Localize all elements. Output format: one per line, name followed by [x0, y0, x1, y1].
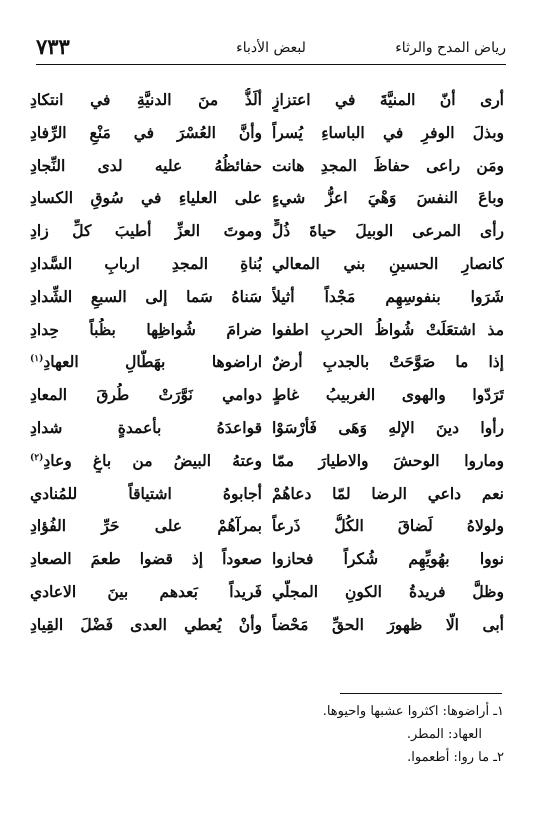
- verse-second-hemistich: [30, 449, 262, 473]
- verse-first-hemistich: نعم داعي الرضا لمّا دعاهُمْ: [272, 483, 504, 503]
- verse-second-hemistich: [30, 121, 262, 145]
- verse-line: [30, 576, 504, 609]
- verse-second-hemistich: [30, 285, 262, 309]
- verse-line: [30, 543, 504, 576]
- verse-second-hemistich-text: بمرآهُمْ على حَرِّ الفُؤادِ: [30, 516, 262, 536]
- verse-second-hemistich: [30, 219, 262, 243]
- poem: [30, 84, 504, 642]
- verse-line: [30, 248, 504, 281]
- verse-line: [30, 281, 504, 314]
- page-number: ٧٣٣: [36, 34, 70, 59]
- verse-second-hemistich-text: اراضوها بهَطّالِ العهادِ: [43, 352, 262, 372]
- verse-line: [30, 117, 504, 150]
- verse-second-hemistich-text: حفائظُهُ عليه لدى النِّجادِ: [30, 155, 262, 175]
- verse-line: [30, 445, 504, 478]
- verse-first-hemistich: ولولاهُ لَضاقَ الكُلُّ ذَرعاً: [272, 516, 504, 536]
- verse-line: [30, 478, 504, 511]
- verse-second-hemistich: [30, 514, 262, 538]
- verse-second-hemistich: [30, 154, 262, 178]
- verse-line: [30, 84, 504, 117]
- verse-second-hemistich: [30, 186, 262, 210]
- verse-second-hemistich-text: صعوداً إذ قضوا طعمَ الصعادِ: [30, 549, 262, 569]
- running-title: رياض المدح والرثاء: [395, 40, 506, 56]
- verse-first-hemistich: وماروا الوحشَ والاطيارَ ممّا: [272, 450, 504, 470]
- verse-line: [30, 346, 504, 379]
- verse-second-hemistich-text: وأنْ يُعطي العدى فَضْلَ القِيادِ: [30, 614, 262, 634]
- verse-first-hemistich: تَرَدّوا والهوى الغربيبُ غاطٍ: [272, 385, 504, 405]
- verse-second-hemistich-text: سَناهُ سَما إلى السبعِ الشِّدادِ: [30, 286, 262, 306]
- verse-first-hemistich: شَرَوا بنفوسِهِم مَجْداً أثيلاً: [272, 286, 504, 306]
- verse-first-hemistich: نووا بهُويِّهِم شُكراً فحازوا: [272, 549, 504, 569]
- verse-second-hemistich-text: وأنَّ العُسْرَ في مَنْعِ الرِّفادِ: [30, 122, 262, 142]
- verse-first-hemistich: كانصارِ الحسينِ بني المعالي: [272, 253, 504, 273]
- verse-first-hemistich: ومَن راعى حفاظَ المجدِ هانت: [272, 155, 504, 175]
- footnotes: [36, 700, 504, 769]
- verse-second-hemistich: [30, 547, 262, 571]
- verse-second-hemistich-text: وعتهُ البيضُ من باغٍ وعادِ: [43, 450, 262, 470]
- page-header: [36, 34, 506, 64]
- verse-first-hemistich: أرى أنّ المنيَّةَ في اعتزازٍ: [272, 90, 504, 109]
- verse-second-hemistich: [30, 88, 262, 112]
- verse-first-hemistich: وظلَّ فريدةُ الكونِ المجلّي: [272, 581, 504, 601]
- verse-second-hemistich-text: بُناةِ المجدِ اربابِ السَّدادِ: [30, 253, 262, 273]
- footnote-marker: (٢): [30, 452, 44, 463]
- verse-first-hemistich: أبى الّا ظهورَ الحقِّ مَحْضاً: [272, 614, 504, 634]
- verse-second-hemistich-text: ضرامَ شُواظِها بظُباً حِدادِ: [30, 319, 262, 339]
- verse-second-hemistich: [30, 482, 262, 506]
- verse-second-hemistich-text: قواعدَهُ بأعمدةٍ شدادِ: [30, 417, 262, 437]
- verse-first-hemistich: وبذلَ الوفرِ في الباساءِ يُسراً: [272, 122, 504, 142]
- footnote-rule: [340, 693, 502, 694]
- verse-line: [30, 182, 504, 215]
- verse-second-hemistich-text: على العلياءِ في سُوقِ الكسادِ: [30, 188, 262, 208]
- footnote-1: ١ـ أراضوها: اكثروا عشبها واحيوها.: [322, 704, 504, 719]
- verse-second-hemistich-text: دوامي نَوَّرَتْ طُرقَ المعادِ: [30, 385, 262, 405]
- verse-line: [30, 510, 504, 543]
- verse-line: [30, 412, 504, 445]
- verse-second-hemistich-text: وموتَ العزِّ أطيبَ كلِّ زادِ: [30, 221, 262, 241]
- verse-second-hemistich-text: أجابوهُ اشتياقاً للمُنادي: [30, 483, 262, 503]
- footnote-marker: (١): [30, 354, 44, 365]
- verse-second-hemistich-text: ألَذُّ منَ الدنيَّةِ في انتكادِ: [30, 90, 262, 109]
- verse-line: [30, 379, 504, 412]
- verse-second-hemistich: [30, 416, 262, 440]
- verse-first-hemistich: وباعَ النفسَ وَهْيَ اعزُّ شيءٍ: [272, 188, 504, 208]
- verse-first-hemistich: إذا ما صَوَّحَتْ بالجدبِ أرضٌ: [272, 352, 504, 372]
- verse-second-hemistich: [30, 383, 262, 407]
- verse-second-hemistich: [30, 613, 262, 637]
- header-rule: [36, 64, 506, 65]
- footnote-2: ٢ـ ما روا: أطعموا.: [407, 750, 504, 765]
- section-title: لبعض الأدباء: [236, 40, 306, 56]
- footnote-1-continuation: العهاد: المطر.: [406, 727, 482, 742]
- verse-line: [30, 314, 504, 347]
- verse-second-hemistich: [30, 318, 262, 342]
- verse-line: [30, 215, 504, 248]
- verse-first-hemistich: رأوا دينَ الإلهِ وَهَى فَأرْسَوْا: [272, 417, 504, 437]
- verse-second-hemistich: [30, 580, 262, 604]
- verse-first-hemistich: رأى المرعى الوبيلَ حياةَ ذُلٍّ: [272, 221, 504, 241]
- verse-second-hemistich: [30, 252, 262, 276]
- verse-second-hemistich-text: فَريداً بَعدهم بينَ الاعادي: [30, 581, 262, 601]
- verse-first-hemistich: مذ اشتعَلَتْ شُواظُ الحربِ اطفوا: [272, 319, 504, 339]
- verse-second-hemistich: [30, 350, 262, 374]
- verse-line: [30, 150, 504, 183]
- verse-line: [30, 609, 504, 642]
